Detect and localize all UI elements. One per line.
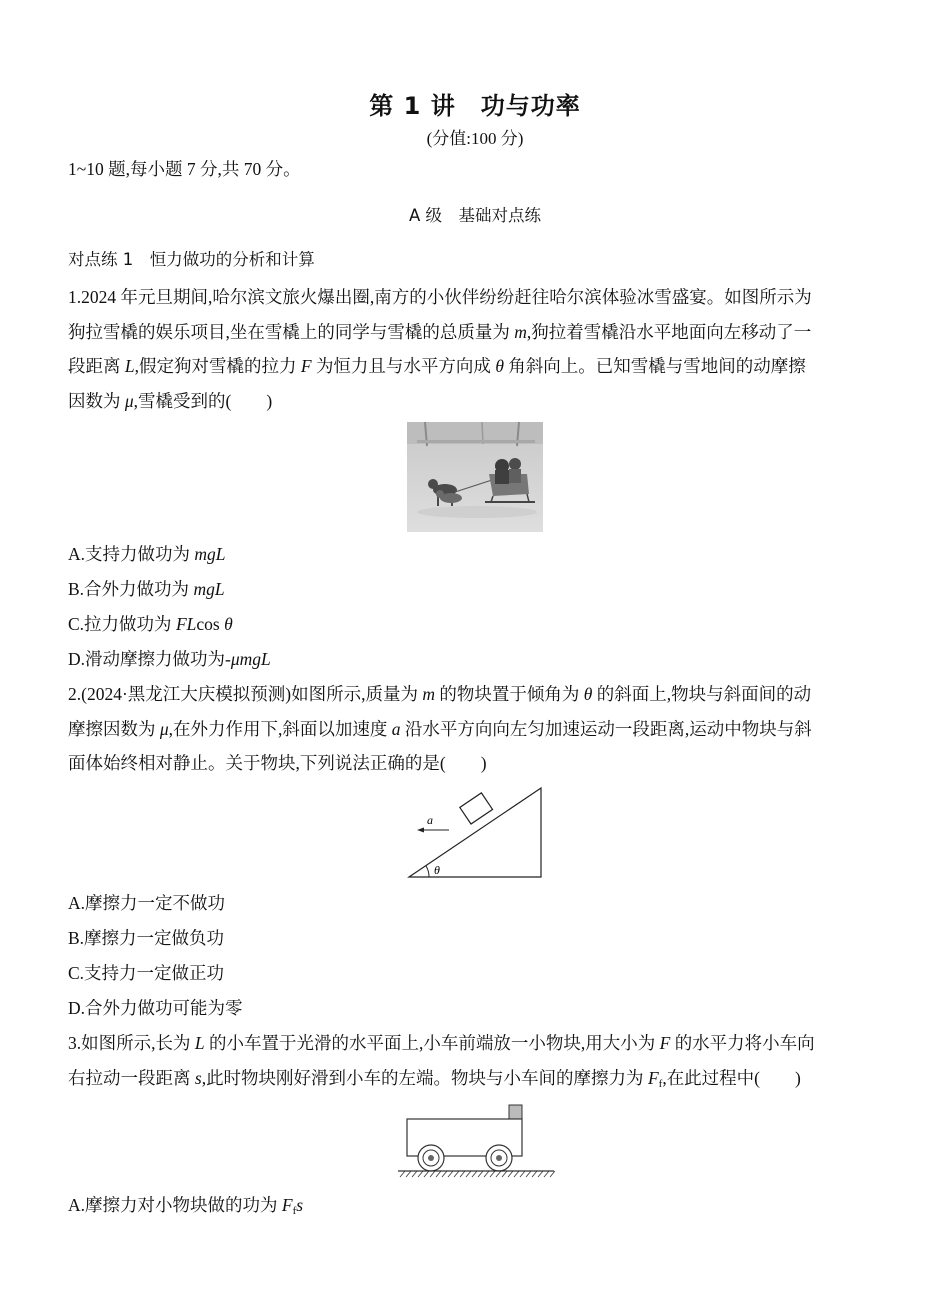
q1-option-c: C.拉力做功为 FLcos θ — [68, 614, 233, 634]
block — [460, 793, 493, 824]
theta-label: θ — [434, 863, 440, 877]
level-heading: A 级 基础对点练 — [408, 206, 542, 225]
q3-option-a: A.摩擦力对小物块做的功为 $F_fs$ — [68, 1195, 304, 1217]
q2-option-d: D.合外力做功可能为零 — [68, 998, 243, 1018]
score-note: (分值:100 分) — [426, 129, 524, 148]
left-wheel — [418, 1145, 444, 1171]
page-title: 第 1 讲 功与功率 — [369, 92, 581, 120]
dog-sled-photo — [407, 422, 543, 532]
q1-line-2: 狗拉雪橇的娱乐项目,坐在雪橇上的同学与雪橇的总质量为 m,狗拉着雪橇沿水平地面向左移动了一 — [68, 322, 812, 342]
cart-diagram — [396, 1100, 558, 1180]
small-block — [509, 1105, 522, 1119]
q3-line-1: 3.如图所示,长为 L 的小车置于光滑的水平面上,小车前端放一小物块,用大小为 F 的水平力将小车向 — [68, 1033, 815, 1053]
q2-line-3: 面体始终相对静止。关于物块,下列说法正确的是( ) — [68, 753, 487, 773]
q1-line-1: 1.2024 年元旦期间,哈尔滨文旅火爆出圈,南方的小伙伴纷纷赶往哈尔滨体验冰雪盛宴。如图所示为 — [68, 287, 812, 307]
incline-diagram — [405, 784, 545, 882]
q1-line-4: 因数为 μ,雪橇受到的( ) — [68, 391, 273, 411]
q2-line-2: 摩擦因数为 μ,在外力作用下,斜面以加速度 a 沿水平方向向左匀加速运动一段距离,运动中物块与斜 — [68, 719, 812, 739]
right-wheel — [486, 1145, 512, 1171]
a-label: a — [427, 813, 433, 827]
q2-option-a: A.摩擦力一定不做功 — [68, 893, 226, 913]
q1-line-3: 段距离 L,假定狗对雪橇的拉力 F 为恒力且与水平方向成 θ 角斜向上。已知雪橇与雪地间的动摩擦 — [68, 356, 806, 376]
intro-text: 1~10 题,每小题 7 分,共 70 分。 — [68, 159, 301, 179]
q2-option-b: B.摩擦力一定做负功 — [68, 928, 225, 948]
ground-hatch — [400, 1171, 555, 1177]
q1-option-a: A.支持力做功为 mgL — [68, 544, 226, 564]
q1-option-b: B.合外力做功为 mgL — [68, 579, 225, 599]
q2-line-1: 2.(2024·黑龙江大庆模拟预测)如图所示,质量为 m 的物块置于倾角为 θ 的斜面上,物块与斜面间的动 — [68, 684, 812, 704]
q3-line-2: 右拉动一段距离 s,此时物块刚好滑到小车的左端。物块与小车间的摩擦力为 $F_f$,在此过程中( ) — [68, 1068, 801, 1090]
q2-option-c: C.支持力一定做正功 — [68, 963, 225, 983]
section-heading: 对点练 1 恒力做功的分析和计算 — [68, 250, 315, 269]
angle-arc — [426, 866, 429, 877]
q1-option-d: D.滑动摩擦力做功为-μmgL — [68, 649, 271, 669]
